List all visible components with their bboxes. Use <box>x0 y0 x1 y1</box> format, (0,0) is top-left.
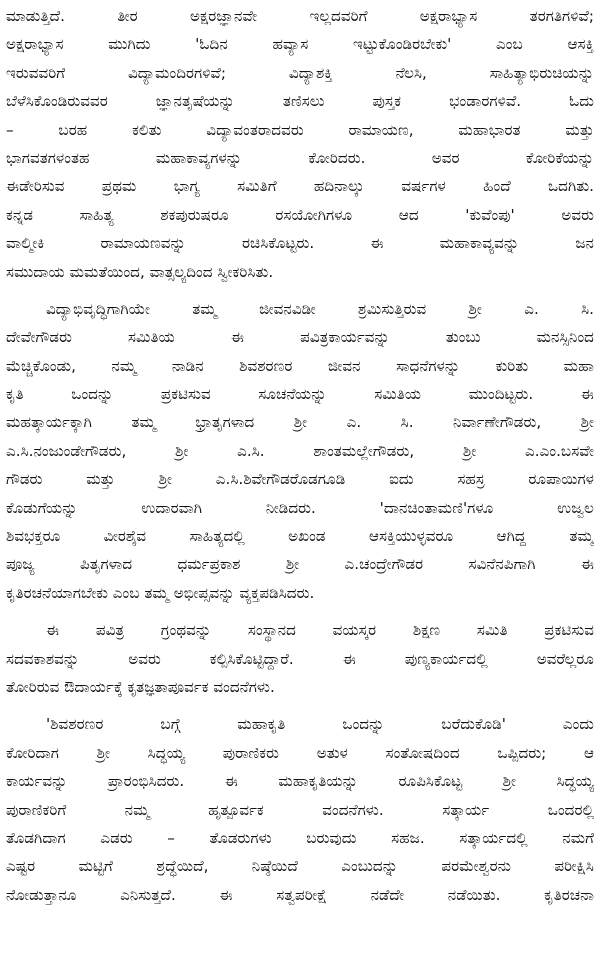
text-line: ಸದವಕಾಶವನ್ನು ಅವರು ಕಲ್ಪಿಸಿಕೊಟ್ಟಿದ್ದಾರೆ. ಈ ಪುಣ್ಯಕಾರ್ಯದಲ್ಲಿ ಅವರೆಲ್ಲರೂ <box>6 649 594 668</box>
text-line: ಎ.ಸಿ.ನಂಜುಂಡೇಗೌಡರು, ಶ್ರೀ ಎ.ಸಿ. ಶಾಂತಮಲ್ಲೇಗೌಡರು, ಶ್ರೀ ಎ.ಎಂ.ಬಸವೇ <box>6 441 594 460</box>
text-line: ನೋಡುತ್ತಾನೂ ಎನಿಸುತ್ತದೆ. ಈ ಸತ್ವಪರೀಕ್ಷೆ ನಡೆದೇ ನಡೆಯಿತು. ಕೃತಿರಚನಾ <box>6 885 594 904</box>
text-line: ಕೊಡುಗೆಯನ್ನು ಉದಾರವಾಗಿ ನೀಡಿದರು. 'ದಾನಚಿಂತಾಮಣಿ'ಗಳೂ ಉಜ್ವಲ <box>6 498 594 517</box>
text-line: ಮಾಡುತ್ತಿದೆ. ತೀರ ಅಕ್ಷರಜ್ಞಾನವೇ ಇಲ್ಲದವರಿಗೆ ಅಕ್ಷರಾಭ್ಯಾಸ ತರಗತಿಗಳಿವೆ; <box>6 7 594 25</box>
text-line: ಸಮುದಾಯ ಮಮತೆಯಿಂದ, ವಾತ್ಸಲ್ಯದಿಂದ ಸ್ವೀಕರಿಸಿತು. <box>6 262 274 281</box>
text-line: ಪೂಜ್ಯ ಪಿತೃಗಳಾದ ಧರ್ಮಪ್ರಕಾಶ ಶ್ರೀ ಎ.ಚಂದ್ರೇಗೌಡರ ಸವಿನೆನಪಿಗಾಗಿ ಈ <box>6 555 594 574</box>
paragraph-4 <box>6 710 594 909</box>
text-line: ಮೆಚ್ಚಿಕೊಂಡು, ನಮ್ಮ ನಾಡಿನ ಶಿವಶರಣರ ಜೀವನ ಸಾಧನೆಗಳನ್ನು ಕುರಿತು ಮಹಾ <box>6 356 594 375</box>
text-line: ಕನ್ನಡ ಸಾಹಿತ್ಯ ಶಕಪುರುಷರೂ ರಸಯೋಗಿಗಳೂ ಆದ 'ಕುವೆಂಪು' ಅವರು <box>6 205 594 224</box>
text-line: ಎಷ್ಟರ ಮಟ್ಟಿಗೆ ಶ್ರದ್ಧೆಯಿದೆ, ನಿಷ್ಠೆಯಿದೆ ಎಂಬುದನ್ನು ಪರಮೇಶ್ವರನು ಪರೀಕ್ಷಿಸಿ <box>6 857 594 876</box>
paragraph-2 <box>6 295 594 607</box>
text-line: ಪುರಾಣಿಕರಿಗೆ ನಮ್ಮ ಹೃತ್ಪೂರ್ವಕ ವಂದನೆಗಳು. ಸತ್ಕಾರ್ಯ ಒಂದರಲ್ಲಿ <box>6 800 594 819</box>
text-line: ಗೌಡರು ಮತ್ತು ಶ್ರೀ ಎ.ಸಿ.ಶಿವೇಗೌಡರೊಡಗೂಡಿ ಐದು ಸಹಸ್ರ ರೂಪಾಯಿಗಳ <box>6 470 594 489</box>
text-line: ಬೆಳೆಸಿಕೊಂಡಿರುವವರ ಜ್ಞಾನತೃಷೆಯನ್ನು ತಣಿಸಲು ಪುಸ್ತಕ ಭಂಡಾರಗಳಿವೆ. ಓದು <box>6 92 594 111</box>
text-line: 'ಶಿವಶರಣರ ಬಗ್ಗೆ ಮಹಾಕೃತಿ ಒಂದನ್ನು ಬರೆದುಕೊಡಿ' ಎಂದು <box>46 715 594 734</box>
text-line: ಶಿವಭಕ್ತರೂ ವೀರಶೈವ ಸಾಹಿತ್ಯದಲ್ಲಿ ಅಖಂಡ ಆಸಕ್ತಿಯುಳ್ಳವರೂ ಆಗಿದ್ದ ತಮ್ಮ <box>6 527 594 546</box>
text-line: ಕೃತಿ ಒಂದನ್ನು ಪ್ರಕಟಿಸುವ ಸೂಚನೆಯನ್ನು ಸಮಿತಿಯ ಮುಂದಿಟ್ಟರು. ಈ <box>6 385 594 404</box>
text-line: ಅಕ್ಷರಾಭ್ಯಾಸ ಮುಗಿದು 'ಓದಿನ ಹವ್ಯಾಸ ಇಟ್ಟುಕೊಂಡಿರಬೇಕು' ಎಂಬ ಆಸಕ್ತಿ <box>6 35 594 54</box>
text-line: ಕಾರ್ಯವನ್ನು ಪ್ರಾರಂಭಿಸಿದರು. ಈ ಮಹಾಕೃತಿಯನ್ನು ರೂಪಿಸಿಕೊಟ್ಟ ಶ್ರೀ ಸಿದ್ಧಯ್ಯ <box>6 772 594 791</box>
text-line: ಭಾಗವತಗಳಂತಹ ಮಹಾಕಾವ್ಯಗಳನ್ನು ಕೋರಿದರು. ಅವರ ಕೋರಿಕೆಯನ್ನು <box>6 148 594 167</box>
text-line: – ಬರಹ ಕಲಿತು ವಿದ್ಯಾವಂತರಾದವರು ರಾಮಾಯಣ, ಮಹಾಭಾರತ ಮತ್ತು <box>6 120 594 139</box>
text-line: ದೇವೇಗೌಡರು ಸಮಿತಿಯ ಈ ಪವಿತ್ರಕಾರ್ಯವನ್ನು ತುಂಬು ಮನಸ್ಸಿನಿಂದ <box>6 328 594 347</box>
text-line: ತೋರಿರುವ ಔದಾರ್ಯಕ್ಕೆ ಕೃತಜ್ಞತಾಪೂರ್ವಕ ವಂದನೆಗಳು. <box>6 677 275 696</box>
text-line: ವಿದ್ಯಾಭಿವೃದ್ಧಿಗಾಗಿಯೇ ತಮ್ಮ ಜೀವನವಿಡೀ ಶ್ರಮಿಸುತ್ತಿರುವ ಶ್ರೀ ಎ. ಸಿ. <box>46 299 594 318</box>
text-line: ತೊಡಗಿದಾಗ ಎಡರು – ತೊಡರುಗಳು ಬರುವುದು ಸಹಜ. ಸತ್ಕಾರ್ಯದಲ್ಲಿ ನಮಗೆ <box>6 828 594 847</box>
paragraph-1 <box>6 2 594 286</box>
text-line: ಕೃತಿರಚನೆಯಾಗಬೇಕು ಎಂಬ ತಮ್ಮ ಅಭೀಪ್ಸವನ್ನು ವ್ಯಕ್ತಪಡಿಸಿದರು. <box>6 583 315 602</box>
text-line: ಇರುವವರಿಗೆ ವಿದ್ಯಾಮಂದಿರಗಳಿವೆ; ವಿದ್ಯಾಶಕ್ತಿ ನೆಲಸಿ, ಸಾಹಿತ್ಯಾಭಿರುಚಿಯನ್ನು <box>6 63 594 82</box>
text-line: ಮಹತ್ಕಾರ್ಯಕ್ಕಾಗಿ ತಮ್ಮ ಭ್ರಾತೃಗಳಾದ ಶ್ರೀ ಎ. ಸಿ. ನಿರ್ವಾಣೇಗೌಡರು, ಶ್ರೀ <box>6 413 594 432</box>
text-line: ಈಡೇರಿಸುವ ಪ್ರಥಮ ಭಾಗ್ಯ ಸಮಿತಿಗೆ ಹದಿನಾಲ್ಕು ವರ್ಷಗಳ ಹಿಂದೆ ಒದಗಿತು. <box>6 177 594 196</box>
text-line: ಈ ಪವಿತ್ರ ಗ್ರಂಥವನ್ನು ಸಂಸ್ಥಾನದ ವಯಸ್ಕರ ಶಿಕ್ಷಣ ಸಮಿತಿ ಪ್ರಕಟಿಸುವ <box>46 621 594 640</box>
text-line: ಕೋರಿದಾಗ ಶ್ರೀ ಸಿದ್ಧಯ್ಯ ಪುರಾಣಿಕರು ಅತುಳ ಸಂತೋಷದಿಂದ ಒಪ್ಪಿದರು; ಆ <box>6 743 594 762</box>
text-line: ವಾಲ್ಮೀಕಿ ರಾಮಾಯಣವನ್ನು ರಚಿಸಿಕೊಟ್ಟರು. ಈ ಮಹಾಕಾವ್ಯವನ್ನು ಜನ <box>6 234 594 253</box>
paragraph-3 <box>6 616 594 701</box>
